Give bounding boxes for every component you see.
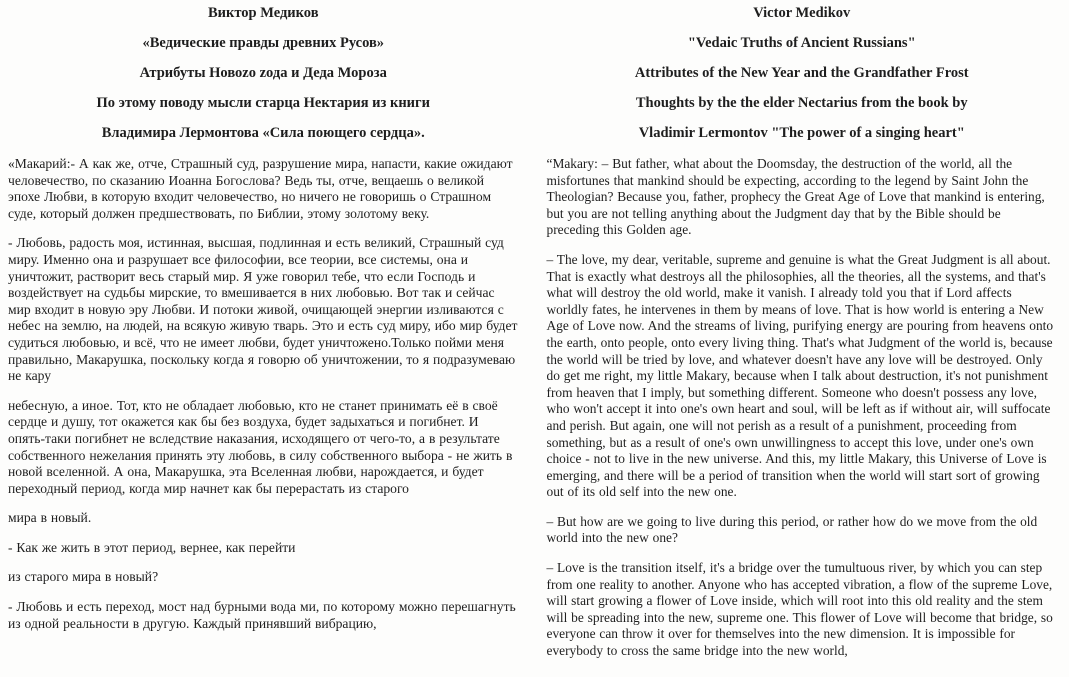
paragraph-ru-3: небесную, а иное. Тот, кто не обладает любовью, кто не станет принимать её в своё сердце и душу, тот окажется как бы без воздуха, будет задыхаться и погибнет. И опять-таки погибнет не вследствие наказания, исходящего от чего-то, а в результате собственного нежелания принять эту любовь, в силу собственного выбора - не жить в новой вселенной. А она, Макарушка, эта Вселенная любви, нарождается, и будет переходный период, когда мир начнет как бы перерастать из старого bbox=[8, 397, 513, 496]
russian-heading-block bbox=[8, 6, 519, 141]
book-title-heading-ru: «Ведические правды древних Русов» bbox=[142, 35, 385, 51]
russian-body-text bbox=[8, 156, 519, 632]
note-heading-ru: По этому поводу мысли старца Нектария из книги bbox=[96, 95, 430, 111]
paragraph-ru-5: - Как же жить в этот период, вернее, как перейти bbox=[8, 539, 296, 555]
russian-column bbox=[8, 6, 519, 677]
paragraph-ru-2: - Любовь, радость моя, истинная, высшая, подлинная и есть великий, Страшный суд миру. Именно она и разрушает все философии, все теории, все системы, она и уничтожит, растворит весь старый мир. Я уже говорил тебе, что если Господь и воздействует на судьбы мирские, то вмешивается в них любовью. Вот так и сейчас мир входит в новую эру Любви. И потоки живой, очищающей энергии изливаются с небес на землю, на людей, на всякую живую тварь. Это и есть суд миру, ибо мир будет судиться любовью, и всё, что не имеет любви, будет уничтожено.Только пойми меня правильно, Макарушка, поскольку когда я говорю об уничтожении, то я подразумеваю не кару bbox=[8, 235, 518, 384]
note-heading-en: Thoughts by the the elder Nectarius from the book by bbox=[635, 95, 968, 111]
paragraph-ru-1: «Макарий:- А как же, отче, Страшный суд, разрушение мира, напасти, какие ожидают человечество, по сказанию Иоанна Богослова? Ведь ты, отче, вещаешь о великой эпохе Любви, в которую входит человечество, но ничего не говоришь о Страшном суде, который должен предшествовать, по Библии, этому золотому веку. bbox=[8, 156, 513, 221]
author-heading-en: Victor Medikov bbox=[753, 5, 851, 21]
paragraph-ru-4: мира в новый. bbox=[8, 510, 92, 526]
book-title-heading-en: "Vedaic Truths of Ancient Russians" bbox=[687, 35, 916, 51]
paragraph-ru-6: из старого мира в новый? bbox=[8, 569, 159, 585]
source-heading-ru: Владимира Лермонтова «Сила поющего сердца». bbox=[101, 125, 425, 141]
paragraph-en-4: – Love is the transition itself, it's a bridge over the tumultuous river, by which you can step from one reality to another. Anyone who has accepted vibration, a flow of the supreme Love, will start growing a flower of Love inside, which will root into this old reality and the stem will be spreading into the new, supreme one. This flower of Love will become that bridge, so everyone can throw it over for themselves into the new dimension. It is impossible for everybody to cross the same bridge into the new world, bbox=[546, 560, 1053, 659]
paragraph-ru-7: - Любовь и есть переход, мост над бурными вода ми, по которому можно перешагнуть из одной реальности в другую. Каждый принявший вибрацию, bbox=[8, 599, 516, 631]
paragraph-en-2: – The love, my dear, veritable, supreme and genuine is what the Great Judgment is all about. That is exactly what destroys all the philosophies, all the theories, all the systems, and that's what will destroy the old world, make it vanish. I already told you that if Lord affects worldly fates, he intervenes in them by means of love. That is how world is entering a New Age of Love now. And the streams of living, purifying energy are pouring from heavens onto the earth, onto people, onto every living thing. That's what Judgment of the world is, because the world will be tried by love, and whatever doesn't have any love will be destroyed. Only do get me right, my little Makary, because when I talk about destruction, it's not punishment from heaven that I imply, but something different. Someone who doesn't possess any love, who won't accept it into one's own heart and soul, will be left as if without air, will suffocate and perish. But again, one will not perish as a result of a punishment, proceeding from something, but as a result of one's own unwillingness to accept this love, under one's own choice - not to live in the new universe. And this, my little Makary, this Universe of Love is emerging, and there will be a period of transition when the world will start sort of growing out of its old self into the new one. bbox=[546, 251, 1054, 500]
paragraph-en-3: – But how are we going to live during this period, or rather how do we move from the old world into the new one? bbox=[546, 513, 1038, 546]
english-body-text bbox=[547, 156, 1058, 660]
source-heading-en: Vladimir Lermontov "The power of a singing heart" bbox=[638, 125, 965, 141]
english-heading-block bbox=[547, 6, 1058, 141]
paragraph-en-1: “Makary: – But father, what about the Doomsday, the destruction of the world, all the misfortunes that mankind should be expecting, according to the legend by Saint John the Theologian? Because you, father, prophecy the Great Age of Love that mankind is entering, but you are not telling anything about the Judgment day that by the Bible should be preceding this Golden age. bbox=[546, 156, 1045, 238]
subtitle-heading-en: Attributes of the New Year and the Grandfather Frost bbox=[634, 65, 969, 81]
subtitle-heading-ru: Атрибуты Новоzо zода и Деда Мороза bbox=[139, 65, 387, 81]
english-column bbox=[547, 6, 1058, 677]
author-heading-ru: Виктор Медиков bbox=[207, 5, 319, 21]
